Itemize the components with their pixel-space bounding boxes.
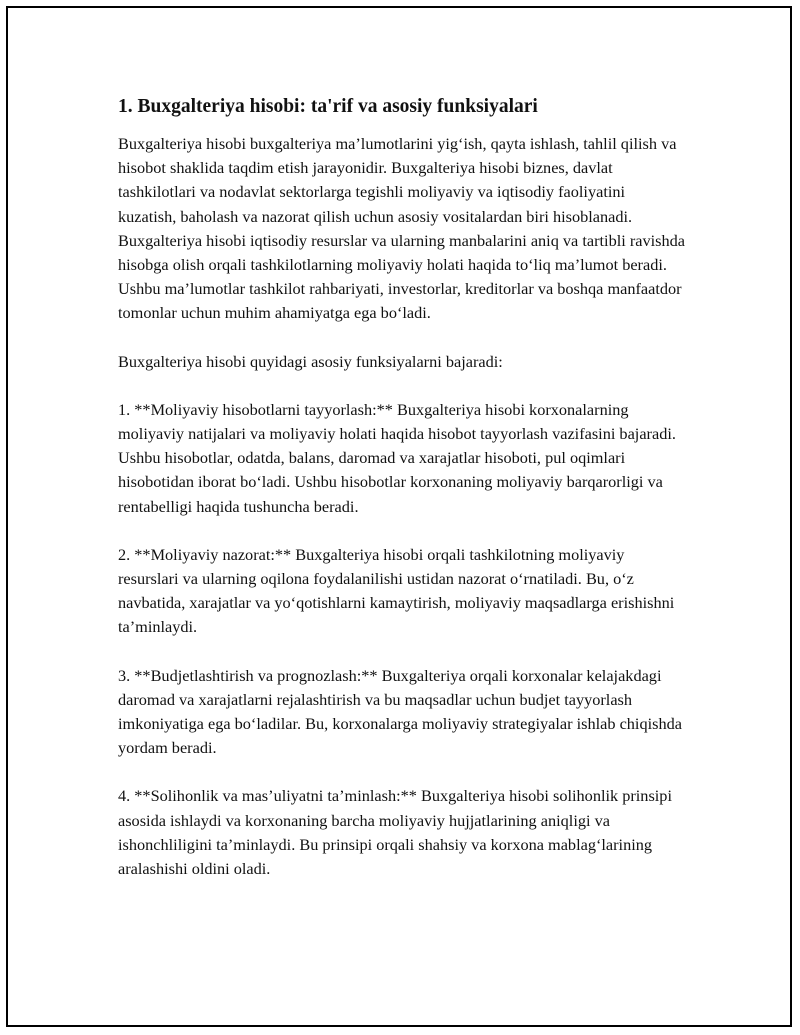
function-item-4: 4. **Solihonlik va mas’uliyatni ta’minlash:** Buxgalteriya hisobi solihonlik prinsipi asosida ishlaydi va korxonaning barcha moliyaviy hujjatlarining aniqligi va ishonchliligini ta’minlaydi. Bu prinsipi orqali shahsiy va korxona mablag‘larining aralashishi oldini oladi. [118, 786, 672, 879]
function-item-3: 3. **Budjetlashtirish va prognozlash:** Buxgalteriya orqali korxonalar kelajakdagi daromad va xarajatlarni rejalashtirish va bu maqsadlar uchun budjet tayyorlash imkoniyatiga ega bo‘ladilar. Bu, korxonalarga moliyaviy strategiyalar ishlab chiqishda yordam beradi. [118, 665, 682, 758]
function-item-2: 2. **Moliyaviy nazorat:** Buxgalteriya hisobi orqali tashkilotning moliyaviy resurslari va ularning oqilona foydalanilishi ustidan nazorat o‘rnatiladi. Bu, o‘z navbatida, xarajatlar va yo‘qotishlarni kamaytirish, moliyaviy maqsadlarga erishishni ta’minlaydi. [118, 544, 675, 637]
document-body [118, 94, 686, 905]
functions-lead-paragraph: Buxgalteriya hisobi quyidagi asosiy funksiyalarni bajaradi: [118, 351, 503, 371]
intro-paragraph: Buxgalteriya hisobi buxgalteriya ma’lumotlarini yig‘ish, qayta ishlash, tahlil qilish va hisobot shaklida taqdim etish jarayonidir. Buxgalteriya hisobi biznes, davlat tashkilotlari va nodavlat sektorlarga tegishli moliyaviy va iqtisodiy faoliyatini kuzatish, baholash va nazorat qilish uchun asosiy vositalardan biri hisoblanadi. Buxgalteriya hisobi iqtisodiy resurslar va ularning manbalarini aniq va tartibli ravishda hisobga olish orqali tashkilotlarning moliyaviy holati haqida to‘liq ma’lumot beradi. Ushbu ma’lumotlar tashkilot rahbariyati, investorlar, kreditorlar va boshqa manfaatdor tomonlar uchun muhim ahamiyatga ega bo‘ladi. [118, 134, 685, 323]
document-title: 1. Buxgalteriya hisobi: ta'rif va asosiy funksiyalari [118, 96, 538, 117]
function-item-1: 1. **Moliyaviy hisobotlarni tayyorlash:** Buxgalteriya hisobi korxonalarning moliyaviy natijalari va moliyaviy holati haqida hisobot tayyorlash vazifasini bajaradi. Ushbu hisobotlar, odatda, balans, daromad va xarajatlar hisoboti, pul oqimlari hisobotidan iborat bo‘ladi. Ushbu hisobotlar korxonaning moliyaviy barqarorligi va rentabelligi haqida tushuncha beradi. [118, 399, 676, 516]
